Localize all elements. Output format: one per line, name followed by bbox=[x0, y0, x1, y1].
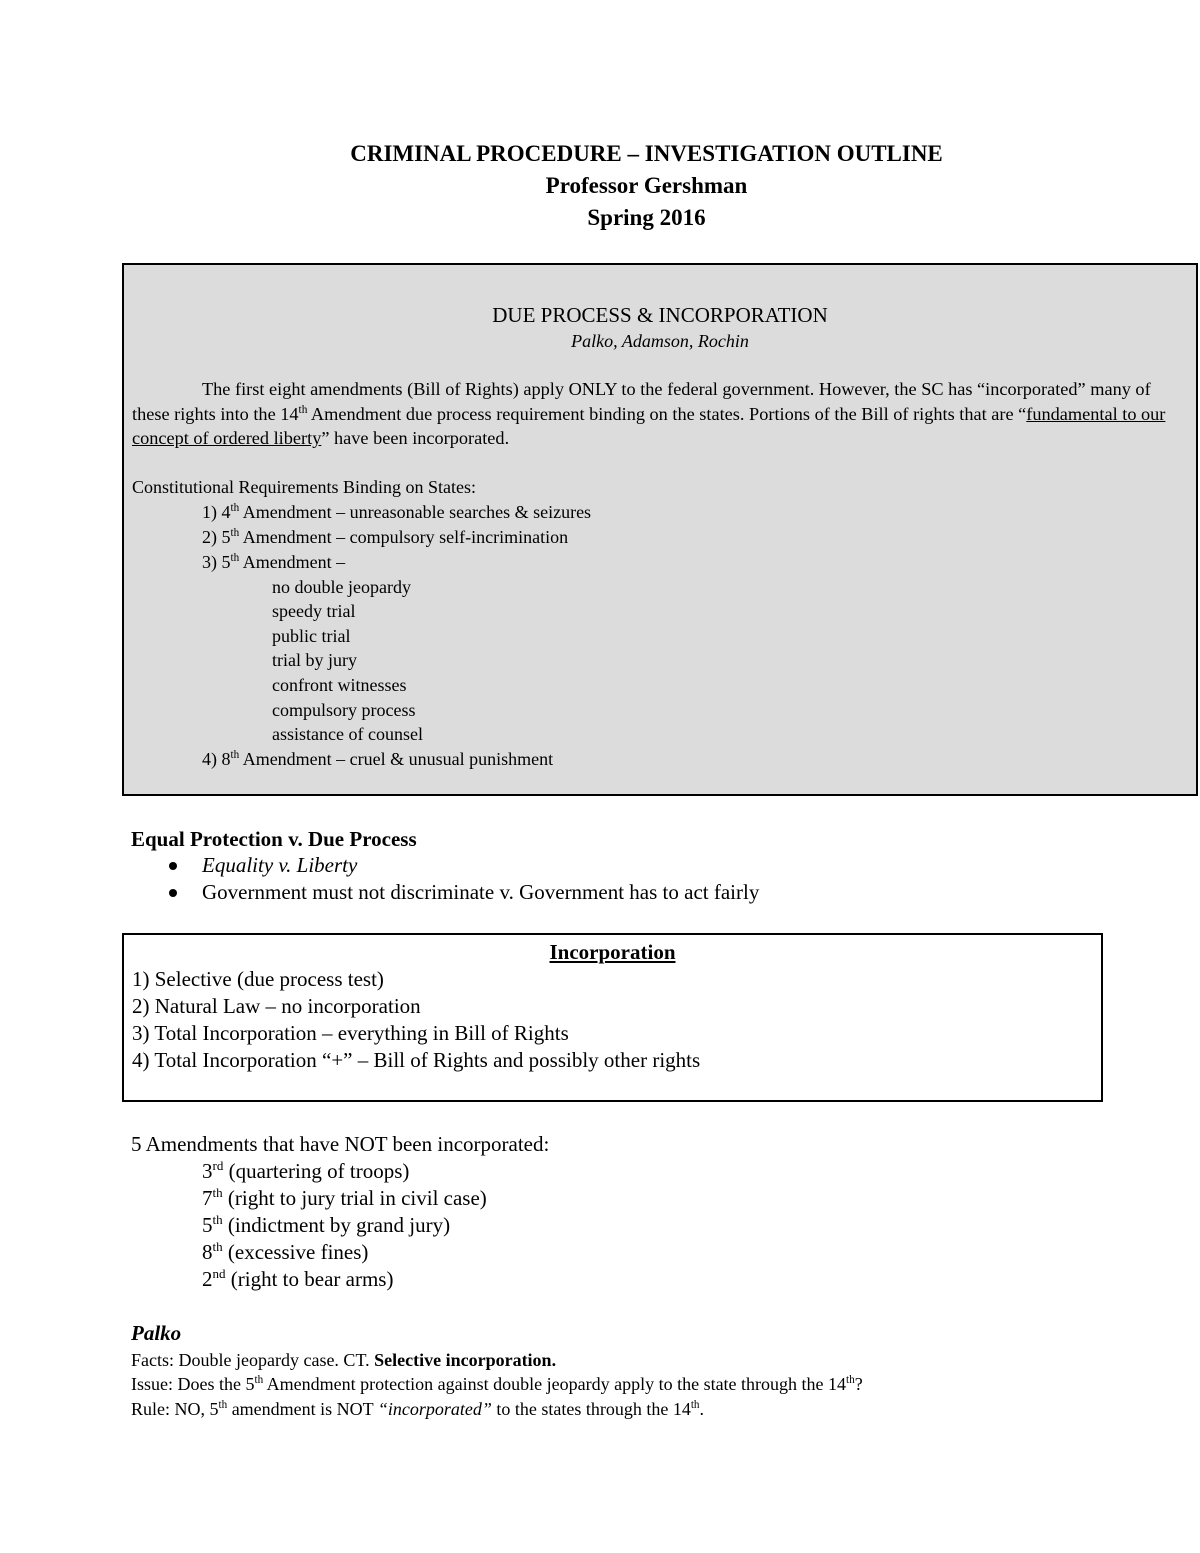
requirement-4: 4) 8th Amendment – cruel & unusual punishment bbox=[202, 749, 554, 769]
sub-requirement: compulsory process bbox=[272, 700, 416, 720]
equal-protection-heading: Equal Protection v. Due Process bbox=[131, 827, 417, 851]
bullet-icon bbox=[169, 862, 177, 870]
sub-requirement: assistance of counsel bbox=[272, 724, 423, 744]
sub-requirement: confront witnesses bbox=[272, 675, 407, 695]
amendment-item: 3rd (quartering of troops) bbox=[202, 1158, 410, 1183]
due-process-title: DUE PROCESS & INCORPORATION bbox=[492, 303, 828, 327]
amendment-item: 5th (indictment by grand jury) bbox=[202, 1212, 451, 1237]
incorporation-item: 1) Selective (due process test) bbox=[132, 967, 384, 991]
sub-requirement: public trial bbox=[272, 626, 351, 646]
incorporation-item: 3) Total Incorporation – everything in Bill of Rights bbox=[132, 1021, 569, 1045]
palko-rule: Rule: NO, 5th amendment is NOT “incorporated” to the states through the 14th. bbox=[131, 1399, 705, 1419]
due-process-box bbox=[122, 263, 1198, 796]
requirement-1: 1) 4th Amendment – unreasonable searches & seizures bbox=[202, 502, 592, 522]
due-process-cases: Palko, Adamson, Rochin bbox=[571, 331, 749, 351]
bullet-item: Equality v. Liberty bbox=[202, 853, 358, 877]
sub-requirement: trial by jury bbox=[272, 650, 357, 670]
professor-name: Professor Gershman bbox=[545, 173, 748, 198]
term: Spring 2016 bbox=[587, 205, 706, 230]
requirement-2: 2) 5th Amendment – compulsory self-incrimination bbox=[202, 527, 569, 547]
sub-requirement: speedy trial bbox=[272, 601, 356, 621]
amendment-item: 2nd (right to bear arms) bbox=[202, 1266, 394, 1291]
amendment-item: 7th (right to jury trial in civil case) bbox=[202, 1185, 487, 1210]
requirements-heading: Constitutional Requirements Binding on States: bbox=[132, 477, 476, 497]
palko-issue: Issue: Does the 5th Amendment protection against double jeopardy apply to the state through the 14th? bbox=[131, 1374, 863, 1394]
ordered-liberty-phrase: fundamental to our concept of ordered liberty bbox=[132, 403, 1166, 449]
due-process-paragraph: The first eight amendments (Bill of Rights) apply ONLY to the federal government. However, the SC has “incorporated” many of these rights into the 14th Amendment due process requirement binding on the states. Portions of the Bill of rights that are “fundamental to our concept of ordered liberty” have been incorporated. bbox=[132, 379, 1166, 449]
bullet-item: Government must not discriminate v. Government has to act fairly bbox=[202, 880, 760, 904]
incorporation-box bbox=[122, 933, 1103, 1102]
incorporation-title: Incorporation bbox=[549, 940, 676, 964]
requirement-3: 3) 5th Amendment – bbox=[202, 552, 346, 572]
amendment-item: 8th (excessive fines) bbox=[202, 1239, 369, 1264]
incorporation-item: 4) Total Incorporation “+” – Bill of Rights and possibly other rights bbox=[132, 1048, 701, 1072]
sub-requirement: no double jeopardy bbox=[272, 577, 411, 597]
palko-heading: Palko bbox=[131, 1321, 182, 1345]
document-title: CRIMINAL PROCEDURE – INVESTIGATION OUTLINE bbox=[350, 141, 943, 166]
incorporation-item: 2) Natural Law – no incorporation bbox=[132, 994, 421, 1018]
palko-facts: Facts: Double jeopardy case. CT. Selective incorporation. bbox=[131, 1350, 557, 1370]
bullet-icon bbox=[169, 889, 177, 897]
not-incorporated-heading: 5 Amendments that have NOT been incorporated: bbox=[131, 1132, 550, 1156]
